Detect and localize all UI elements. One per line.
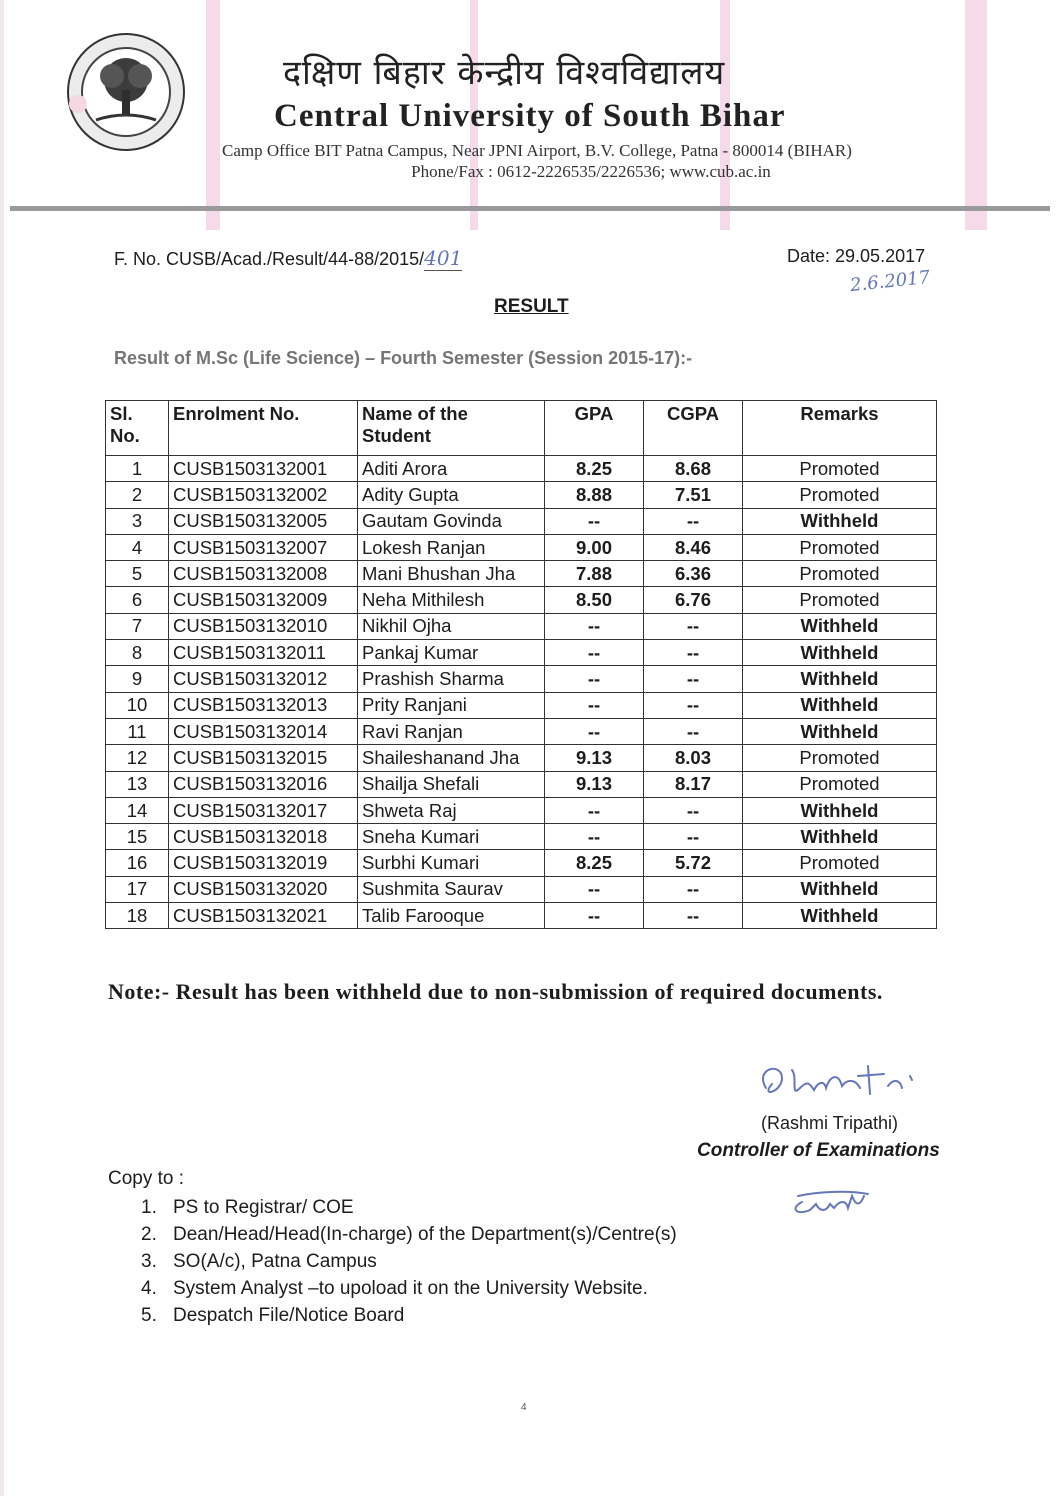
scan-edge [0, 0, 4, 1496]
cell-enrolment: CUSB1503132007 [169, 534, 358, 560]
cell-gpa: -- [545, 824, 644, 850]
copy-to-item [141, 1248, 677, 1275]
cell-gpa: -- [545, 613, 644, 639]
cell-student-name: Ravi Ranjan [358, 718, 545, 744]
cell-gpa: 7.88 [545, 561, 644, 587]
cell-remarks: Withheld [743, 718, 937, 744]
copy-to-label: Copy to : [108, 1168, 185, 1189]
header-student-name: Name of the Student [358, 401, 545, 456]
header-remarks: Remarks [743, 401, 937, 456]
cell-cgpa: -- [644, 640, 743, 666]
cell-student-name: Prashish Sharma [358, 666, 545, 692]
cell-student-name: Talib Farooque [358, 903, 545, 929]
cell-cgpa: 8.68 [644, 456, 743, 482]
copy-to-number: 2. [141, 1224, 157, 1245]
file-number [114, 246, 462, 270]
cell-student-name: Sneha Kumari [358, 824, 545, 850]
cell-enrolment: CUSB1503132008 [169, 561, 358, 587]
cell-cgpa: 8.03 [644, 745, 743, 771]
cell-remarks: Promoted [743, 745, 937, 771]
cell-student-name: Neha Mithilesh [358, 587, 545, 613]
cell-enrolment: CUSB1503132005 [169, 508, 358, 534]
cell-gpa: -- [545, 508, 644, 534]
cell-sl-no: 11 [106, 718, 169, 744]
cell-cgpa: -- [644, 824, 743, 850]
cell-sl-no: 18 [106, 903, 169, 929]
copy-to-text: PS to Registrar/ COE [173, 1197, 354, 1218]
result-table [105, 400, 937, 929]
cell-sl-no: 8 [106, 640, 169, 666]
table-row [106, 771, 937, 797]
header-cgpa: CGPA [644, 401, 743, 456]
cell-remarks: Withheld [743, 666, 937, 692]
cell-remarks: Promoted [743, 561, 937, 587]
table-row [106, 692, 937, 718]
cell-enrolment: CUSB1503132019 [169, 850, 358, 876]
cell-cgpa: 6.36 [644, 561, 743, 587]
cell-remarks: Promoted [743, 850, 937, 876]
cell-sl-no: 7 [106, 613, 169, 639]
cell-remarks: Withheld [743, 640, 937, 666]
cell-sl-no: 2 [106, 482, 169, 508]
initials-icon [786, 1186, 872, 1220]
table-row [106, 745, 937, 771]
cell-cgpa: 6.76 [644, 587, 743, 613]
cell-remarks: Promoted [743, 771, 937, 797]
office-address: Camp Office BIT Patna Campus, Near JPNI Airport, B.V. College, Patna - 800014 (BIHAR) [222, 141, 852, 160]
header-gpa: GPA [545, 401, 644, 456]
cell-student-name: Aditi Arora [358, 456, 545, 482]
cell-sl-no: 4 [106, 534, 169, 560]
cell-enrolment: CUSB1503132021 [169, 903, 358, 929]
copy-to-item [141, 1302, 677, 1329]
table-row [106, 666, 937, 692]
cell-cgpa: -- [644, 718, 743, 744]
cell-cgpa: -- [644, 876, 743, 902]
page-mark: 4 [521, 1402, 527, 1413]
cell-student-name: Pankaj Kumar [358, 640, 545, 666]
cell-cgpa: -- [644, 692, 743, 718]
cell-remarks: Withheld [743, 876, 937, 902]
copy-to-number: 4. [141, 1278, 157, 1299]
table-row [106, 850, 937, 876]
issue-date: Date: 29.05.2017 [787, 246, 926, 266]
cell-cgpa: 7.51 [644, 482, 743, 508]
cell-gpa: 8.88 [545, 482, 644, 508]
cell-sl-no: 5 [106, 561, 169, 587]
university-name-english: Central University of South Bihar [274, 98, 786, 134]
cell-remarks: Withheld [743, 797, 937, 823]
cell-gpa: -- [545, 797, 644, 823]
cell-enrolment: CUSB1503132020 [169, 876, 358, 902]
header-sl-no: Sl. No. [106, 401, 169, 456]
cell-enrolment: CUSB1503132011 [169, 640, 358, 666]
file-number-handwritten: 401 [424, 246, 463, 270]
cell-gpa: -- [545, 903, 644, 929]
cell-sl-no: 12 [106, 745, 169, 771]
cell-cgpa: -- [644, 666, 743, 692]
file-number-prefix: F. No. CUSB/Acad./Result/44-88/2015/ [114, 249, 425, 269]
cell-remarks: Promoted [743, 482, 937, 508]
cell-cgpa: -- [644, 613, 743, 639]
cell-remarks: Promoted [743, 456, 937, 482]
scan-stripe [206, 0, 220, 230]
signatory-name: (Rashmi Tripathi) [761, 1113, 899, 1133]
cell-remarks: Withheld [743, 824, 937, 850]
cell-student-name: Shailja Shefali [358, 771, 545, 797]
cell-sl-no: 14 [106, 797, 169, 823]
cell-remarks: Withheld [743, 613, 937, 639]
cell-cgpa: 5.72 [644, 850, 743, 876]
cell-cgpa: -- [644, 797, 743, 823]
cell-sl-no: 17 [106, 876, 169, 902]
cell-sl-no: 15 [106, 824, 169, 850]
table-row [106, 587, 937, 613]
copy-to-item [141, 1194, 677, 1221]
header-enrolment: Enrolment No. [169, 401, 358, 456]
cell-gpa: -- [545, 640, 644, 666]
cell-gpa: 8.50 [545, 587, 644, 613]
document-heading: RESULT [494, 296, 569, 317]
table-row [106, 482, 937, 508]
cell-enrolment: CUSB1503132016 [169, 771, 358, 797]
copy-to-item [141, 1275, 677, 1302]
copy-to-list [141, 1194, 677, 1329]
cell-gpa: -- [545, 718, 644, 744]
copy-to-number: 1. [141, 1197, 157, 1218]
table-row [106, 456, 937, 482]
cell-cgpa: -- [644, 903, 743, 929]
cell-cgpa: 8.17 [644, 771, 743, 797]
cell-enrolment: CUSB1503132012 [169, 666, 358, 692]
cell-enrolment: CUSB1503132009 [169, 587, 358, 613]
cell-enrolment: CUSB1503132017 [169, 797, 358, 823]
cell-enrolment: CUSB1503132010 [169, 613, 358, 639]
cell-gpa: -- [545, 666, 644, 692]
university-name-hindi: दक्षिण बिहार केन्द्रीय विश्वविद्यालय [283, 53, 726, 93]
cell-student-name: Lokesh Ranjan [358, 534, 545, 560]
cell-student-name: Mani Bhushan Jha [358, 561, 545, 587]
cell-student-name: Shweta Raj [358, 797, 545, 823]
withheld-note: Note:- Result has been withheld due to non-submission of required documents. [108, 979, 883, 1004]
cell-enrolment: CUSB1503132015 [169, 745, 358, 771]
cell-gpa: -- [545, 876, 644, 902]
cell-sl-no: 3 [106, 508, 169, 534]
cell-enrolment: CUSB1503132002 [169, 482, 358, 508]
cell-remarks: Withheld [743, 508, 937, 534]
copy-to-item [141, 1221, 677, 1248]
table-row [106, 876, 937, 902]
contact-info: Phone/Fax : 0612-2226535/2226536; www.cub.ac.in [411, 162, 771, 181]
cell-gpa: -- [545, 692, 644, 718]
scan-stripe [965, 0, 987, 230]
handwritten-date: 2.6.2017 [849, 266, 932, 297]
cell-remarks: Withheld [743, 903, 937, 929]
copy-to-text: SO(A/c), Patna Campus [173, 1251, 377, 1272]
result-subheading: Result of M.Sc (Life Science) – Fourth Semester (Session 2015-17):- [114, 348, 693, 368]
cell-sl-no: 1 [106, 456, 169, 482]
cell-student-name: Sushmita Saurav [358, 876, 545, 902]
cell-remarks: Promoted [743, 587, 937, 613]
table-row [106, 903, 937, 929]
table-row [106, 640, 937, 666]
cell-sl-no: 9 [106, 666, 169, 692]
cell-student-name: Adity Gupta [358, 482, 545, 508]
university-seal-icon [66, 32, 186, 152]
cell-remarks: Promoted [743, 534, 937, 560]
cell-sl-no: 10 [106, 692, 169, 718]
cell-student-name: Shaileshanand Jha [358, 745, 545, 771]
copy-to-number: 5. [141, 1305, 157, 1326]
cell-student-name: Surbhi Kumari [358, 850, 545, 876]
cell-gpa: 8.25 [545, 456, 644, 482]
cell-gpa: 9.13 [545, 745, 644, 771]
table-row [106, 508, 937, 534]
copy-to-text: Despatch File/Notice Board [173, 1305, 405, 1326]
cell-enrolment: CUSB1503132014 [169, 718, 358, 744]
copy-to-text: System Analyst –to upoload it on the University Website. [173, 1278, 648, 1299]
copy-to-number: 3. [141, 1251, 157, 1272]
cell-cgpa: -- [644, 508, 743, 534]
table-row [106, 561, 937, 587]
cell-gpa: 8.25 [545, 850, 644, 876]
cell-student-name: Prity Ranjani [358, 692, 545, 718]
cell-enrolment: CUSB1503132001 [169, 456, 358, 482]
cell-remarks: Withheld [743, 692, 937, 718]
cell-enrolment: CUSB1503132018 [169, 824, 358, 850]
cell-gpa: 9.13 [545, 771, 644, 797]
table-row [106, 824, 937, 850]
table-row [106, 718, 937, 744]
cell-sl-no: 6 [106, 587, 169, 613]
signatory-title: Controller of Examinations [697, 1140, 940, 1161]
cell-sl-no: 16 [106, 850, 169, 876]
cell-student-name: Nikhil Ojha [358, 613, 545, 639]
table-row [106, 613, 937, 639]
cell-gpa: 9.00 [545, 534, 644, 560]
copy-to-text: Dean/Head/Head(In-charge) of the Department(s)/Centre(s) [173, 1224, 677, 1245]
table-row [106, 534, 937, 560]
signature-icon [752, 1058, 952, 1106]
header-divider [10, 206, 1050, 211]
cell-student-name: Gautam Govinda [358, 508, 545, 534]
table-row [106, 797, 937, 823]
cell-sl-no: 13 [106, 771, 169, 797]
cell-cgpa: 8.46 [644, 534, 743, 560]
table-header-row [106, 401, 937, 456]
cell-enrolment: CUSB1503132013 [169, 692, 358, 718]
